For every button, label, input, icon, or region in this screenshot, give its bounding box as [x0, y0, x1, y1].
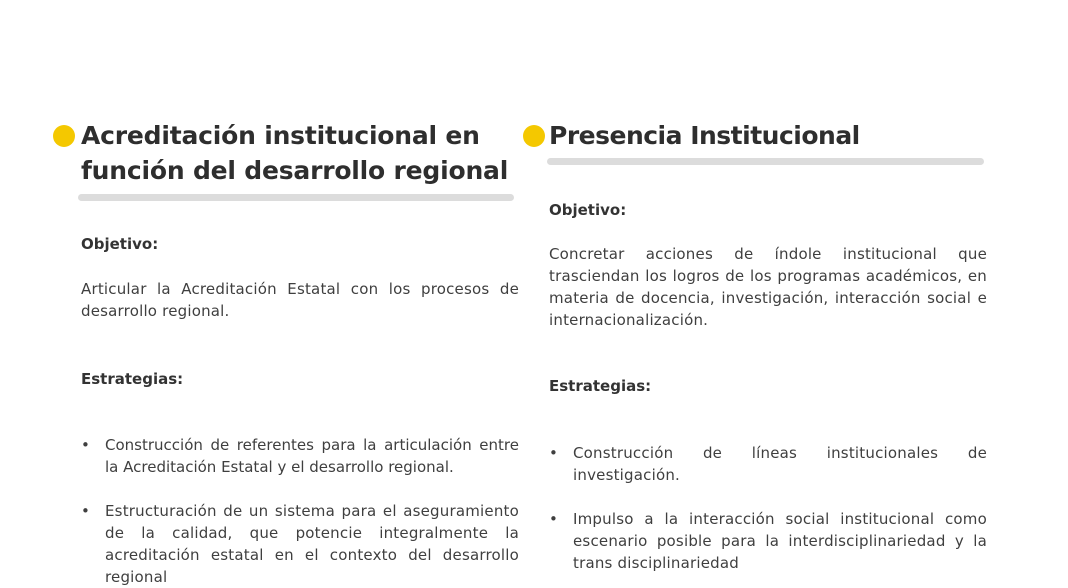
list-item	[549, 442, 987, 486]
bullet-icon: •	[549, 444, 558, 462]
left-bullet-dot-icon	[53, 125, 75, 147]
list-item	[549, 508, 987, 574]
right-objective-label: Objetivo:	[549, 201, 627, 219]
bullet-icon: •	[81, 436, 90, 454]
list-item	[81, 434, 519, 478]
left-title-line2: función del desarrollo regional	[81, 156, 509, 185]
right-strategy-2: Impulso a la interacción social institucional como escenario posible para la interdisciplinariedad y la trans disciplinariedad	[573, 510, 987, 572]
bullet-icon: •	[549, 510, 558, 528]
left-section-title	[81, 118, 531, 188]
left-strategies-list	[81, 434, 519, 588]
left-title-line1: Acreditación institucional en	[81, 121, 480, 150]
right-objective-text: Concretar acciones de índole institucional que trasciendan los logros de los programas académicos, en materia de docencia, investigación, interacción social e internacionalización.	[549, 245, 987, 329]
left-title-underline	[78, 194, 514, 201]
right-strategy-1: Construcción de líneas institucionales de investigación.	[573, 444, 987, 484]
right-section-title: Presencia Institucional	[549, 121, 860, 150]
right-title-underline	[547, 158, 984, 165]
left-objective-label: Objetivo:	[81, 235, 159, 253]
left-strategy-2: Estructuración de un sistema para el aseguramiento de la calidad, que potencie integralmente la acreditación estatal en el contexto del desarrollo regional	[105, 502, 519, 586]
bullet-icon: •	[81, 502, 90, 520]
left-strategies-label: Estrategias:	[81, 370, 184, 388]
right-strategies-label: Estrategias:	[549, 377, 652, 395]
list-item	[81, 500, 519, 588]
right-strategies-list	[549, 442, 987, 574]
left-objective-text: Articular la Acreditación Estatal con los procesos de desarrollo regional.	[81, 280, 519, 320]
right-bullet-dot-icon	[523, 125, 545, 147]
left-strategy-1: Construcción de referentes para la articulación entre la Acreditación Estatal y el desarrollo regional.	[105, 436, 519, 476]
